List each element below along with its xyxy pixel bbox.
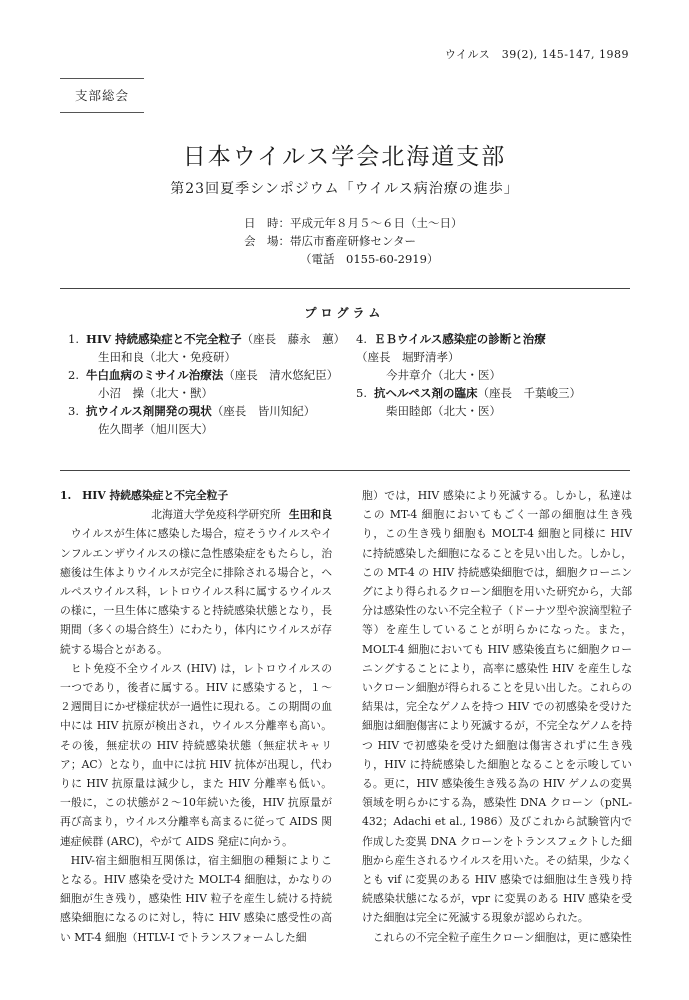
date-value: 平成元年８月５～６日（土～日） <box>290 216 463 230</box>
program-item-title: ＥＢウイルス感染症の診断と治療 <box>374 332 546 346</box>
program-item-number: 4. <box>356 332 367 346</box>
program-item-number: 3. <box>68 404 79 418</box>
program-rule-top <box>60 288 630 289</box>
venue-row <box>244 232 463 250</box>
program-item-number: 2. <box>68 368 79 382</box>
program-item-chair: （座長 藤永 蕙） <box>241 332 346 346</box>
program-rule-bottom <box>60 470 630 471</box>
section-label: 支部総会 <box>74 88 129 103</box>
venue-value: 帯広市畜産研修センター <box>290 234 417 248</box>
program-item-number: 1. <box>68 332 79 346</box>
program-list-right <box>356 330 646 420</box>
program-item-speaker: 佐久間孝（旭川医大） <box>98 422 213 436</box>
article-paragraph: HIV-宿主細胞相互関係は，宿主細胞の種類によりことなる。HIV 感染を受けた MOLT-4 細胞は，かなりの細胞が生き残り，感染性 HIV 粒子を産生し続ける持続感染細胞になるのに対し，特に HIV 感染に感受性の高い MT-4 細胞（HTLV-I でトランスフォームした細 <box>60 853 332 944</box>
program-item-speaker: 生田和良（北大・免疫研） <box>98 350 236 364</box>
program-item-speaker: 柴田睦郎（北大・医） <box>386 404 501 418</box>
program-list-left <box>68 330 348 438</box>
event-meta <box>244 214 463 268</box>
article-heading: 1. HIV 持続感染症と不完全粒子 <box>60 489 229 502</box>
page-title: 日本ウイルス学会北海道支部 <box>182 144 507 170</box>
program-item-title: 抗ウイルス剤開発の現状 <box>86 404 212 418</box>
program-item-title: HIV 持続感染症と不完全粒子 <box>86 332 242 346</box>
article-paragraph: ウイルスが生体に感染した場合，痘そうウイルスやインフルエンザウイルスの様に急性感染症をもたらし，治癒後は生体よりウイルスが完全に排除される場合と，ヘルペスウイルス科，レトロウイルス科に属するウイルスの様に，一旦生体に感染すると持続感染状態となり，長期間（多くの場合終生）にわたり，体内にウイルスが存続する場合とがある。 <box>60 527 332 656</box>
date-row <box>244 214 463 232</box>
program-item <box>356 330 646 384</box>
program-item-chair: （座長 皆川知紀） <box>211 404 316 418</box>
article-affiliation: 北海道大学免疫科学研究所 <box>151 508 281 522</box>
program-item-chair: （座長 清水悠紀臣） <box>223 368 339 382</box>
program-item-chair: （座長 堀野清孝） <box>356 350 460 364</box>
venue-phone: （電話 0155-60-2919） <box>300 252 439 266</box>
date-label: 日 時： <box>244 216 290 230</box>
article-paragraph: ヒト免疫不全ウイルス (HIV) は，レトロウイルスの一つであり，後者に属する。HIV に感染すると，１～２週間目にかぜ様症状が一過性に現れる。この期間の血中には HIV 抗原が検出され，ウイルス分離率も高い。その後，無症状の HIV 持続感染状態（無症状キャリア；AC）となり，血中には抗 HIV 抗体が出現し，代わりに HIV 抗原量は減少し，また HIV 分離率も低い。一般に，この状態が２～10年続いた後，HIV 抗原量が再び高まり，ウイルス分離率も高まるに従って AIDS 関連症候群 (ARC)，やがて AIDS 発症に向かう。 <box>60 661 332 848</box>
section-rule-bottom <box>60 112 144 113</box>
program-item <box>356 384 646 420</box>
program-item-chair: （座長 千葉峻三） <box>477 386 581 400</box>
article-author: 生田和良 <box>288 508 332 522</box>
journal-reference: ウイルス 39(2), 145-147, 1989 <box>444 48 629 61</box>
program-item-speaker: 小沼 操（北大・獣） <box>98 386 213 400</box>
section-label-box <box>60 78 144 113</box>
program-heading: プログラム <box>304 306 385 320</box>
article-paragraph: 胞）では，HIV 感染により死滅する。しかし，私達はこの MT-4 細胞においてもごく一部の細胞は生き残り，この生き残り細胞も MOLT-4 細胞と同様に HIV に持続感染した細胞になることを見い出した。しかし，この MT-4 の HIV 持続感染細胞では，細胞クローニングにより得られるクローン細胞を用いた研究から，大部分は感染性のない不完全粒子（ドーナツ型や涙滴型粒子等）を産生していることが明らかになった。また，MOLT-4 細胞においても HIV 感染後直ちに細胞クローニングすることにより，高率に感染性 HIV を産生しないクローン細胞が得られることを見い出した。これらの結果は，完全なゲノムを持つ HIV での初感染を受けた細胞は細胞傷害により死滅するが，不完全なゲノムを持つ HIV で初感染を受けた細胞は傷害されずに生き残り，HIV に持続感染した細胞となることを示唆している。更に，HIV 感染後生き残る為の HIV ゲノムの変異領域を明らかにする為，感染性 DNA クローン（pNL-432；Adachi et al., 1986）及びこれから試験管内で作成した変異 DNA クローンをトランスフェクトした細胞から産生されるウイルスを用いた。その結果，少なくとも vif に変異のある HIV 感染では細胞は生き残り持続感染状態になるが，vpr に変異のある HIV 感染を受けた細胞は完全に死滅する現象が認められた。 <box>362 489 632 925</box>
page-subtitle: 第23回夏季シンポジウム「ウイルス病治療の進歩」 <box>170 181 519 197</box>
article-column-right <box>362 486 632 947</box>
program-item <box>68 366 348 402</box>
program-item-number: 5. <box>356 386 367 400</box>
program-item-title: 抗ヘルペス剤の臨床 <box>374 386 478 400</box>
program-item <box>68 402 348 438</box>
article-paragraph: これらの不完全粒子産生クローン細胞は，更に感染性 <box>372 930 632 944</box>
program-item-speaker: 今井章介（北大・医） <box>386 368 501 382</box>
article-affiliation-line <box>60 505 332 524</box>
program-item-title: 牛白血病のミサイル治療法 <box>86 368 224 382</box>
venue-label: 会 場： <box>244 234 290 248</box>
article-column-left <box>60 486 332 947</box>
program-item <box>68 330 348 366</box>
